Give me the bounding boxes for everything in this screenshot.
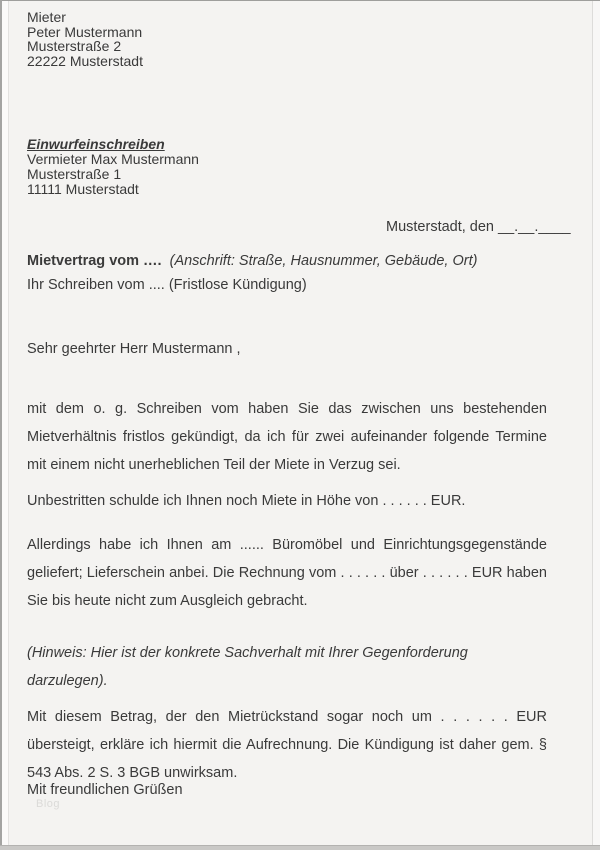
sender-name: Peter Mustermann bbox=[27, 23, 143, 40]
reference-line: Ihr Schreiben vom .... (Fristlose Kündigung) bbox=[27, 277, 307, 293]
paragraph-owed-rent: Unbestritten schulde ich Ihnen noch Miete in Höhe von . . . . . . EUR. bbox=[27, 493, 466, 509]
paragraph-termination-notice: mit dem o. g. Schreiben vom haben Sie das zwischen uns bestehenden Mietverhältnis fristlos gekündigt, da ich für zwei aufeinander folgende Termine mit einem nicht unerheblichen Teil der Miete in Verzug sei. bbox=[27, 401, 547, 473]
sender-role: Mieter bbox=[27, 9, 66, 25]
watermark-text: Blog bbox=[36, 798, 61, 810]
date-line: Musterstadt, den __.__.____ bbox=[386, 219, 571, 235]
recipient-name: Vermieter Max Mustermann bbox=[27, 151, 199, 167]
page-edge-top bbox=[0, 0, 600, 1]
paragraph-delivered-goods: Allerdings habe ich Ihnen am ...... Büromöbel und Einrichtungsgegenstände geliefert; Lieferschein anbei. Die Rechnung vom . . . . . . über . . . . . . EUR haben Sie bis heute nicht zum Ausgleich gebracht. bbox=[27, 537, 547, 609]
paragraph-hint-note: (Hinweis: Hier ist der konkrete Sachverhalt mit Ihrer Gegenforderung darzulegen). bbox=[27, 645, 468, 689]
closing-greeting: Mit freundlichen Grüßen bbox=[27, 782, 183, 798]
subject-title: Mietvertrag vom …. bbox=[27, 253, 162, 269]
sender-street: Musterstraße 2 bbox=[27, 38, 122, 54]
recipient-street: Musterstraße 1 bbox=[27, 166, 122, 182]
page-edge-bottom bbox=[0, 845, 600, 850]
page-edge-right-strip bbox=[593, 1, 600, 845]
sender-city: 22222 Musterstadt bbox=[27, 52, 143, 69]
paragraph-offset-declaration: Mit diesem Betrag, der den Mietrückstand sogar noch um . . . . . . EUR übersteigt, erkläre ich hiermit die Aufrechnung. Die Kündigung ist daher gem. § 543 Abs. 2 S. 3 BGB unwirksam. bbox=[27, 709, 547, 781]
page-edge-left-strip bbox=[2, 1, 9, 845]
salutation: Sehr geehrter Herr Mustermann , bbox=[27, 341, 241, 357]
subject-address-hint: (Anschrift: Straße, Hausnummer, Gebäude, Ort) bbox=[169, 253, 478, 269]
sender-address-block bbox=[27, 10, 143, 68]
recipient-city: 11111 Musterstadt bbox=[27, 181, 139, 197]
recipient-address-block bbox=[27, 137, 199, 197]
subject-line bbox=[27, 253, 477, 269]
delivery-method-label: Einwurfeinschreiben bbox=[27, 136, 165, 152]
